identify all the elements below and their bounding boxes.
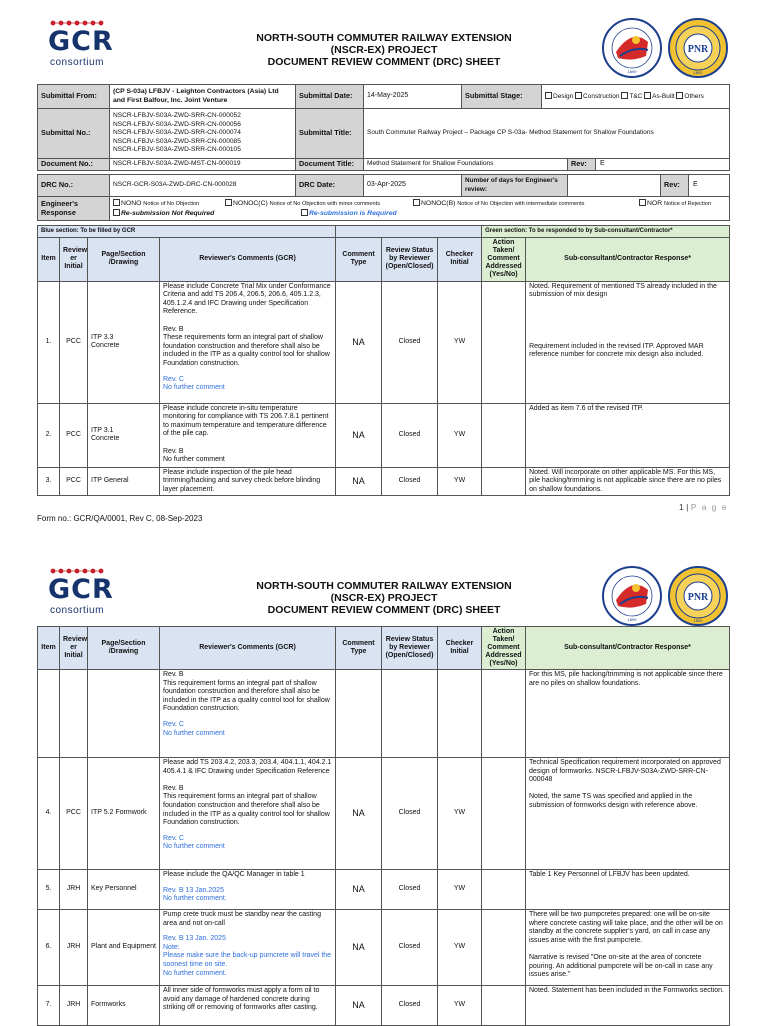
page-section: Formworks (91, 1001, 126, 1009)
reviewer-initial-cell (60, 870, 88, 910)
contractor-response: Noted. Requirement of mentioned TS already included in the submission of mix design Requirement included in the revised ITP. Approved MAR reference number for concrete mix design also included. (529, 282, 717, 359)
page-section: Plant and Equipment (91, 943, 156, 951)
col-item: Item (38, 627, 60, 670)
comment-text: Please include concrete in-situ temperature monitoring for compliance with TS 206.7.8.1 pertinent to maximum temperature and temperature difference of the pile cap. Rev. B No further comment (163, 404, 329, 464)
checker-initial-cell (438, 910, 482, 986)
comment-type: NA (352, 429, 365, 440)
reviewer-initial-cell (60, 986, 88, 1026)
checker-initial-cell (438, 986, 482, 1026)
stage-others-checkbox[interactable] (676, 92, 683, 99)
page-section-cell (88, 403, 160, 467)
submittal-stage-options (542, 85, 730, 109)
table-header-row (38, 237, 730, 281)
comment-text: Rev. B This requirement forms an integral part of shallow foundation construction and therefore shall also be included in the ITP as a quality control tool for shallow Foundation construction. (163, 671, 330, 713)
checker-initial: YW (453, 337, 466, 345)
comment-type: NA (352, 808, 365, 819)
title-line-1: NORTH-SOUTH COMMUTER RAILWAY EXTENSION (256, 580, 512, 592)
revision-note: Rev. C No further comment (163, 720, 225, 737)
checker-initial: YW (453, 885, 466, 893)
logo-text: GCR (48, 574, 114, 605)
reviewer-initial-cell (60, 910, 88, 986)
review-status: Closed (398, 337, 421, 345)
blue-section-note: Blue section: To be filled by GCR (38, 226, 336, 238)
checker-initial-cell (438, 758, 482, 870)
nonoc-b-desc: Notice of No Objection with intermediate comments (457, 200, 585, 207)
submittal-date-value: 14-May-2025 (364, 85, 462, 109)
col-reviewer: Review er Initial (60, 237, 88, 281)
title-line-1: NORTH-SOUTH COMMUTER RAILWAY EXTENSION (256, 32, 512, 44)
review-status-cell (382, 870, 438, 910)
agency-seals (602, 564, 728, 628)
action-taken-cell (482, 467, 526, 496)
nonoc-b-checkbox[interactable] (413, 199, 420, 206)
comment-text: Please add TS 203.4.2, 203.3, 203.4, 404.1.1, 404.2.1 405.4.1 & IFC Drawing under Specification Reference Rev. B This requirement forms an integral part of shallow foundation construction and therefore shall also be included in the ITP as a quality control tool for shallow Foundation construction. (163, 759, 332, 827)
contractor-response: Technical Specification requirement incorporated on approved design of formworks. NSCR-LFBJV-S03A-ZWD-SRR-CN-000048 Noted, the same TS was specified and applied in the submission of formworks design with reference above. (529, 759, 721, 809)
submittal-no-list (110, 109, 296, 159)
item-number-cell (38, 403, 60, 467)
table-row (38, 403, 730, 467)
nonoc-c-label: NONOC(C) (233, 199, 268, 207)
rev-cell (568, 159, 730, 171)
submittal-no-item: NSCR-LFBJV-S03A-ZWD-SRR-CN-000052 (113, 112, 241, 120)
submittal-info-table (37, 84, 730, 221)
title-line-2: (NSCR-EX) PROJECT (330, 44, 438, 56)
col-reviewer: Review er Initial (60, 627, 88, 670)
drc-table-page-1 (37, 225, 730, 496)
document-no-value: NSCR-LFBJV-S03A-ZWD-MST-CN-000019 (110, 159, 296, 171)
action-taken-cell (482, 281, 526, 403)
page-header (0, 548, 768, 628)
pnr-seal-icon (669, 19, 727, 77)
engineer-response-label: Engineer's Response (38, 197, 110, 221)
item-number-cell (38, 870, 60, 910)
checker-initial: YW (453, 809, 466, 817)
logo-subtext: consortium (50, 57, 104, 68)
page-section-cell (88, 670, 160, 758)
comment-type-cell (336, 986, 382, 1026)
rev2-label: Rev: (661, 175, 689, 196)
item-number: 2. (45, 430, 52, 438)
reviewer-initial: PCC (66, 809, 81, 817)
revision-note: Rev. C No further comment (163, 834, 225, 851)
reviewer-initial: PCC (66, 430, 81, 438)
document-title-label: Document Title: (296, 159, 364, 171)
seal1-year: 1899 (627, 617, 637, 622)
submittal-title-label: Submittal Title: (296, 109, 364, 159)
comment-type-cell (336, 758, 382, 870)
logo-subtext: consortium (50, 605, 104, 616)
engineer-response-options (110, 197, 730, 221)
seal2-mark: PNR (687, 592, 709, 603)
col-page: Page/Section /Drawing (88, 237, 160, 281)
page-section-cell (88, 758, 160, 870)
reviewer-initial: JRH (66, 1001, 81, 1009)
col-item: Item (38, 237, 60, 281)
nonoc-c-desc: Notice of No Objection with minor comments (269, 200, 381, 207)
submittal-from-value: (CP S-03a) LFBJV - Leighton Contractors (Asia) Ltd and First Balfour, Inc. Joint Venture (110, 85, 296, 109)
reviewer-comment-cell (160, 403, 336, 467)
col-comments: Reviewer's Comments (GCR) (160, 237, 336, 281)
contractor-response: Added as item 7.6 of the revised ITP. (529, 404, 644, 412)
nonoc-b-label: NONOC(B) (421, 199, 456, 207)
table-header-row (38, 627, 730, 670)
action-taken-cell (482, 758, 526, 870)
comment-type-cell (336, 910, 382, 986)
table-row (38, 986, 730, 1026)
submittal-no-label: Submittal No.: (38, 109, 110, 159)
item-number: 7. (45, 1001, 52, 1009)
days-value (568, 175, 661, 196)
page-section: ITP 5.2 Formwork (91, 809, 147, 817)
page-number: 1 | P a g e (679, 502, 728, 512)
contractor-response: For this MS, pile hacking/trimming is not applicable since there are no piles on shallow foundations. (529, 671, 723, 687)
item-number: 6. (45, 943, 52, 951)
comment-type-cell (336, 403, 382, 467)
review-status-cell (382, 670, 438, 758)
comment-type-cell (336, 281, 382, 403)
drc-table-page-2 (37, 626, 730, 1026)
green-section-note: Green section: To be responded to by Sub-consultant/Contractor* (482, 226, 730, 238)
comment-text: Please include Concrete Trial Mix under Conformance Criteria and add TS 206.4, 206.5, 206.6, 405.1.2.3, 405.1.2.4 and IFC Drawing under Specification Reference. Rev. B These requirements form an integral part of shallow foundation construction and therefore shall also be included in the ITP as a quality control tool for shallow Foundation construction. (163, 282, 331, 367)
nor-checkbox[interactable] (639, 199, 646, 206)
col-action: Action Taken/ Comment Addressed (Yes/No) (482, 627, 526, 670)
gcr-logo (46, 568, 114, 618)
action-taken-cell (482, 910, 526, 986)
stage-asbuilt-checkbox[interactable] (644, 92, 651, 99)
comment-text: Pump crete truck must be standby near the casting area and not on-call (163, 911, 321, 927)
review-status: Closed (398, 885, 421, 893)
item-number-cell (38, 910, 60, 986)
checker-initial: YW (453, 1001, 466, 1009)
stage-others-label: Others (684, 92, 704, 100)
page-word: P a g e (690, 502, 728, 512)
logo-text: GCR (48, 26, 114, 57)
comment-type-cell (336, 670, 382, 758)
drc-no-value: NSCR-GCR-S03A-ZWD-DRC-CN-000028 (110, 175, 296, 197)
contractor-response-cell (526, 758, 730, 870)
stage-construction-label: Construction (583, 92, 620, 100)
item-number: 1. (45, 337, 52, 345)
page-section: Key Personnel (91, 885, 137, 893)
submittal-no-item: NSCR-LFBJV-S03A-ZWD-SRR-CN-000085 (113, 137, 241, 145)
stage-tc-checkbox[interactable] (621, 92, 628, 99)
col-checker: Checker Initial (438, 237, 482, 281)
resub-not-required-checkbox[interactable] (113, 209, 120, 216)
reviewer-comment-cell (160, 870, 336, 910)
contractor-response-cell (526, 281, 730, 403)
review-status-cell (382, 403, 438, 467)
review-status: Closed (398, 1001, 421, 1009)
agency-seals (602, 16, 728, 80)
contractor-response-cell (526, 403, 730, 467)
review-status: Closed (398, 809, 421, 817)
page-number-value: 1 (679, 502, 684, 512)
contractor-response: Noted. Statement has been included in the Formworks section. (529, 987, 724, 994)
review-status-cell (382, 758, 438, 870)
review-status-cell (382, 467, 438, 496)
review-status: Closed (398, 477, 421, 485)
reviewer-initial-cell (60, 281, 88, 403)
table-row (38, 910, 730, 986)
rev-value: E (600, 160, 605, 168)
reviewer-initial-cell (60, 670, 88, 758)
col-page: Page/Section /Drawing (88, 627, 160, 670)
contractor-response-cell (526, 910, 730, 986)
item-number: 3. (45, 477, 52, 485)
title-line-3: DOCUMENT REVIEW COMMENT (DRC) SHEET (267, 56, 501, 68)
item-number-cell (38, 670, 60, 758)
drc-date-label: DRC Date: (296, 175, 364, 197)
table-row (38, 758, 730, 870)
dotr-seal-icon (603, 567, 661, 625)
contractor-response: There will be two pumpcretes prepared: one will be on-site where concrete casting will take place, and the other will be on standby at the concrete supplier's yard, on call in case any issues arise with the first pumpcrete. Narrative is revised "One on-site at the area of concrete pouring. An additional pumpcrete will be on-call in case any issues arise." (529, 911, 723, 979)
col-status: Review Status by Reviewer (Open/Closed) (382, 627, 438, 670)
col-action: Action Taken/ Comment Addressed (Yes/No) (482, 237, 526, 281)
reviewer-comment-cell (160, 281, 336, 403)
table-row (38, 467, 730, 496)
item-number: 5. (45, 885, 52, 893)
item-number: 4. (45, 809, 52, 817)
nonoc-c-checkbox[interactable] (225, 199, 232, 206)
checker-initial-cell (438, 403, 482, 467)
comment-type: NA (352, 336, 365, 347)
page-section-cell (88, 910, 160, 986)
contractor-response: Table 1 Key Personnel of LFBJV has been updated. (529, 871, 690, 878)
comment-type: NA (352, 942, 365, 953)
page-section-cell (88, 986, 160, 1026)
item-number-cell (38, 281, 60, 403)
seal2-year: 1892 (693, 618, 703, 623)
col-response: Sub-consultant/Contractor Response* (526, 627, 730, 670)
comment-text: All inner side of formworks must apply a form oil to avoid any damage of hardened concrete during striking off or removing of formworks after casting. (163, 987, 320, 1012)
col-response: Sub-consultant/Contractor Response* (526, 237, 730, 281)
submittal-no-item: NSCR-LFBJV-S03A-ZWD-SRR-CN-000105 (113, 146, 241, 154)
item-number-cell (38, 467, 60, 496)
submittal-title-value: South Commuter Railway Project – Package CP S-03a- Method Statement for Shallow Foundations (364, 109, 730, 159)
action-taken-cell (482, 403, 526, 467)
resub-required-label: Re-submission is Required (309, 209, 397, 217)
reviewer-comment-cell (160, 986, 336, 1026)
document-no-label: Document No.: (38, 159, 110, 171)
reviewer-initial: PCC (66, 337, 81, 345)
seal1-year: 1899 (627, 69, 637, 74)
drc-date-value: 03-Apr-2025 (364, 175, 462, 197)
table-row (38, 870, 730, 910)
gcr-logo (46, 20, 114, 70)
comment-text: Please include inspection of the pile head trimming/hacking and survey check before blinding layer placement. (163, 468, 321, 493)
checker-initial-cell (438, 870, 482, 910)
reviewer-comment-cell (160, 910, 336, 986)
nono-desc: Notice of No Objection (143, 200, 200, 207)
col-type: Comment Type (336, 627, 382, 670)
contractor-response: Noted. Will incorporate on other applicable MS. For this MS, pile hacking/trimming is not applicable since there are no piles on shallow foundations. (529, 468, 722, 493)
nor-desc: Notice of Rejection (664, 200, 711, 207)
seal2-year: 1892 (693, 70, 703, 75)
reviewer-comment-cell (160, 467, 336, 496)
col-status: Review Status by Reviewer (Open/Closed) (382, 237, 438, 281)
contractor-response-cell (526, 467, 730, 496)
contractor-response-cell (526, 986, 730, 1026)
checker-initial-cell (438, 281, 482, 403)
stage-construction-checkbox[interactable] (575, 92, 582, 99)
page-header (0, 0, 768, 80)
action-taken-cell (482, 870, 526, 910)
document-title (200, 580, 568, 616)
checker-initial: YW (453, 430, 466, 438)
review-status-cell (382, 281, 438, 403)
col-checker: Checker Initial (438, 627, 482, 670)
pnr-seal-icon (669, 567, 727, 625)
table-row (38, 281, 730, 403)
days-label: Number of days for Engineer's review: (462, 175, 568, 197)
rev-label: Rev: (568, 159, 596, 170)
col-type: Comment Type (336, 237, 382, 281)
page-section: ITP 3.3 Concrete (91, 333, 120, 350)
contractor-response-cell (526, 670, 730, 758)
page-section-cell (88, 870, 160, 910)
stage-design-checkbox[interactable] (545, 92, 552, 99)
submittal-from-label: Submittal From: (38, 85, 110, 109)
submittal-no-item: NSCR-LFBJV-S03A-ZWD-SRR-CN-000074 (113, 129, 241, 137)
reviewer-initial: JRH (66, 885, 81, 893)
reviewer-initial-cell (60, 758, 88, 870)
review-status-cell (382, 986, 438, 1026)
checker-initial-cell (438, 467, 482, 496)
stage-design-label: Design (553, 92, 574, 100)
checker-initial-cell (438, 670, 482, 758)
table-row (38, 670, 730, 758)
document-page-2 (0, 548, 768, 1024)
resub-not-required-label: Re-submission Not Required (121, 209, 215, 217)
comment-text: Please include the QA/QC Manager in table 1 (163, 871, 305, 878)
col-comments: Reviewer's Comments (GCR) (160, 627, 336, 670)
comment-type-cell (336, 870, 382, 910)
form-number: Form no.: GCR/QA/0001, Rev C, 08-Sep-2023 (37, 514, 203, 523)
blue-section-fill (336, 226, 482, 238)
rev2-value: E (693, 181, 698, 189)
checker-initial: YW (453, 943, 466, 951)
reviewer-initial-cell (60, 467, 88, 496)
item-number-cell (38, 986, 60, 1026)
seal2-mark: PNR (687, 44, 709, 55)
nono-checkbox[interactable] (113, 199, 120, 206)
submittal-no-item: NSCR-LFBJV-S03A-ZWD-SRR-CN-000056 (113, 120, 241, 128)
page-section-cell (88, 467, 160, 496)
review-status: Closed (398, 943, 421, 951)
title-line-2: (NSCR-EX) PROJECT (330, 592, 438, 604)
title-line-3: DOCUMENT REVIEW COMMENT (DRC) SHEET (267, 604, 501, 616)
stage-tc-label: T&C (629, 92, 643, 100)
resub-required-checkbox[interactable] (301, 209, 308, 216)
submittal-stage-label: Submittal Stage: (462, 85, 542, 109)
comment-type-cell (336, 467, 382, 496)
nono-label: NONO (121, 199, 142, 207)
dotr-seal-icon (603, 19, 661, 77)
nor-label: NOR (647, 199, 663, 207)
page-section: ITP 3.1 Concrete (91, 426, 120, 443)
stage-asbuilt-label: As-Built (652, 92, 675, 100)
comment-type: NA (352, 884, 365, 895)
page-section: ITP General (91, 477, 129, 485)
reviewer-initial: JRH (66, 943, 81, 951)
reviewer-comment-cell (160, 670, 336, 758)
document-title-value: Method Statement for Shallow Foundations (364, 159, 568, 171)
rev2-cell (568, 175, 730, 197)
item-number-cell (38, 758, 60, 870)
contractor-response-cell (526, 870, 730, 910)
action-taken-cell (482, 986, 526, 1026)
comment-type: NA (352, 1000, 365, 1011)
review-status: Closed (398, 430, 421, 438)
drc-no-label: DRC No.: (38, 175, 110, 197)
reviewer-initial-cell (60, 403, 88, 467)
review-status-cell (382, 910, 438, 986)
comment-type: NA (352, 476, 365, 487)
revision-note: Rev. B 13 Jan. 2025 Note: Please make sure the back-up pumcrete will travel the soonest time on site. No further comment. (163, 935, 332, 977)
action-taken-cell (482, 670, 526, 758)
revision-note: Rev. C No further comment (163, 375, 225, 392)
reviewer-comment-cell (160, 758, 336, 870)
revision-note: Rev. B 13 Jan.2025 No further comment. (163, 886, 227, 903)
page-section-cell (88, 281, 160, 403)
checker-initial: YW (453, 477, 466, 485)
reviewer-initial: PCC (66, 477, 81, 485)
document-title (200, 32, 568, 68)
submittal-date-label: Submittal Date: (296, 85, 364, 109)
